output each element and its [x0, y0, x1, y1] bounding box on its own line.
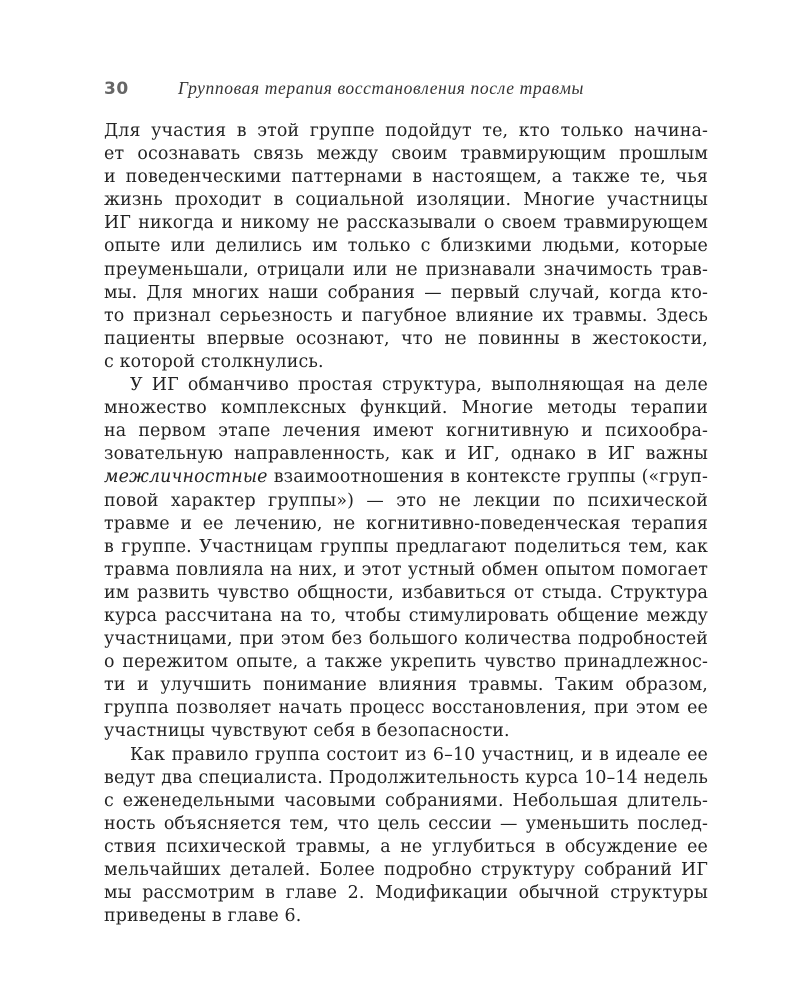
text-line: множество комплексных функций. Многие методы терапии [104, 398, 708, 419]
text-line: и поведенческими паттернами в настоящем, а также те, чья [104, 167, 708, 188]
running-head [104, 78, 708, 112]
text-line: с которой столкнулись. [104, 351, 324, 372]
text-line: ведут два специалиста. Продолжительность курса 10–14 недель [104, 767, 708, 788]
text-line: ет осознавать связь между своим травмирующим прошлым [104, 144, 708, 165]
text-line: травма повлияла на них, и этот устный обмен опытом помогает [104, 559, 708, 580]
text-line: мы. Для многих наши собрания — первый случай, когда кто- [104, 282, 708, 303]
text-line: Для участия в этой группе подойдут те, кто только начина- [104, 121, 708, 141]
text-line: ИГ никогда и никому не рассказывали о своем травмирующем [104, 213, 708, 234]
text-line: ность объясняется тем, что цель сессии — уменьшить послед- [104, 813, 708, 834]
text-line: о пережитом опыте, а также укрепить чувство принадлежнос- [104, 652, 708, 673]
text-line: им развить чувство общности, избавиться от стыда. Структура [104, 582, 708, 603]
paragraph [104, 374, 708, 744]
text-line: группа позволяет начать процесс восстановления, при этом ее [104, 698, 708, 719]
text-line: жизнь проходит в социальной изоляции. Многие участницы [104, 190, 708, 211]
text-line: приведены в главе 6. [104, 906, 302, 927]
text-line: участницами, при этом без большого количества подробностей [104, 629, 708, 650]
emphasized-word: межличностные [104, 467, 268, 488]
text-line: мы рассмотрим в главе 2. Модификации обычной структуры [104, 883, 708, 904]
text-line: повой характер группы») — это не лекции по психической [104, 490, 708, 511]
paragraph [104, 744, 708, 929]
text-line [104, 466, 708, 489]
text-line: травме и ее лечению, не когнитивно-поведенческая терапия [104, 513, 708, 534]
text-line: то признал серьезность и пагубное влияние их травмы. Здесь [104, 305, 708, 326]
text-line: ствия психической травмы, а не углубиться в обсуждение ее [104, 836, 708, 857]
text-line: в группе. Участницам группы предлагают поделиться тем, как [104, 536, 708, 557]
text-line: с еженедельными часовыми собраниями. Небольшая длитель- [104, 790, 708, 811]
page-number: 30 [104, 79, 129, 99]
text-line: участницы чувствуют себя в безопасности. [104, 721, 510, 742]
text-line: зовательную направленность, как и ИГ, однако в ИГ важны [104, 444, 708, 465]
paragraph [104, 120, 708, 374]
text-line: на первом этапе лечения имеют когнитивную и психообра- [104, 421, 708, 442]
body-text [104, 120, 708, 928]
text-line: преуменьшали, отрицали или не признавали значимость трав- [104, 259, 708, 280]
text-line: курса рассчитана на то, чтобы стимулировать общение между [104, 605, 708, 626]
text-line: Как правило группа состоит из 6–10 участниц, и в идеале ее [130, 744, 708, 765]
text-line: мельчайших деталей. Более подробно структуру собраний ИГ [104, 860, 708, 880]
line-text: взаимоотношения в контексте группы («груп- [267, 467, 708, 488]
running-title: Групповая терапия восстановления после травмы [178, 78, 584, 98]
text-line: У ИГ обманчиво простая структура, выполняющая на деле [130, 375, 708, 396]
text-line: опыте или делились им только с близкими людьми, которые [104, 236, 708, 257]
text-line: пациенты впервые осознают, что не повинны в жестокости, [104, 328, 708, 349]
text-line: ти и улучшить понимание влияния травмы. Таким образом, [104, 675, 708, 696]
